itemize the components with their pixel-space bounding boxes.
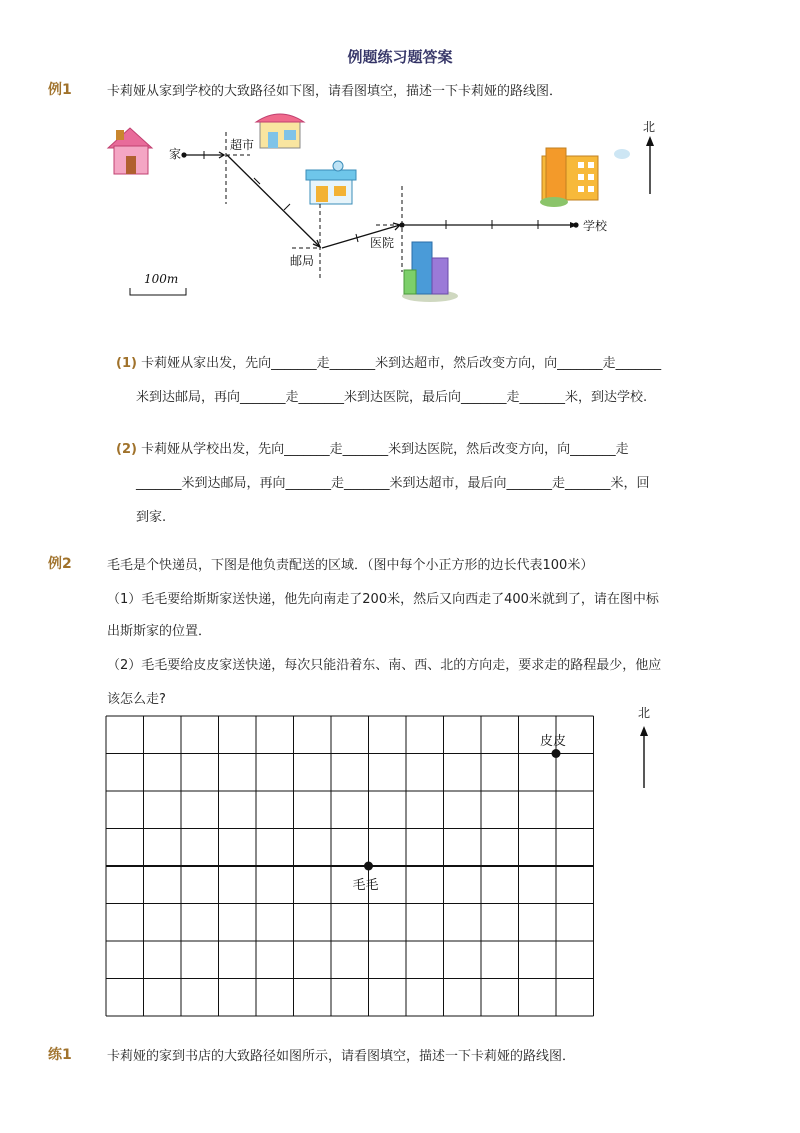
route-points [181, 152, 578, 227]
label-school: 学校 [583, 219, 608, 233]
school-icon [540, 148, 630, 207]
example1-text: 卡莉娅从家到学校的大致路径如下图，请看图填空，描述一下卡莉娅的路线图． [107, 84, 563, 99]
route-map [100, 100, 660, 310]
grid-north-label: 北 [638, 706, 651, 720]
q2-line1: 卡莉娅从学校出发，先向_______走_______米到达医院，然后改变方向，向_______走 [141, 442, 629, 457]
example2-q2-line1: （2）毛毛要给皮皮家送快递，每次只能沿着东、南、西、北的方向走，要求走的路程最少，他应 [107, 658, 662, 673]
delivery-grid [100, 708, 620, 1028]
scale-bar [130, 288, 186, 295]
example2-intro: 毛毛是个快递员，下图是他负责配送的区域．（图中每个小正方形的边长代表100米） [107, 558, 594, 573]
route-ticks [204, 151, 538, 242]
pipi-point [552, 749, 561, 758]
q1-number: (1) [116, 356, 137, 371]
hospital-icon [402, 242, 458, 302]
post-office-icon [306, 161, 356, 204]
label-supermarket: 超市 [230, 138, 255, 152]
label-hospital: 医院 [370, 236, 395, 250]
q1-line1: 卡莉娅从家出发，先向_______走_______米到达超市，然后改变方向，向_______走_______ [141, 356, 662, 371]
q1-line2: 米到达邮局，再向_______走_______米到达医院，最后向_______走_______米，到达学校. [136, 390, 648, 405]
supermarket-icon [256, 114, 304, 148]
label-scale: 100m [144, 272, 179, 286]
maomao-point [364, 862, 373, 871]
example2-q1-line2: 出斯斯家的位置． [107, 624, 212, 639]
practice1-tag: 练1 [48, 1047, 72, 1063]
delivery-grid-svg [100, 708, 620, 1028]
example2-q1-line1: （1）毛毛要给斯斯家送快递，他先向南走了200米，然后又向西走了400米就到了，请在图中标 [107, 592, 659, 607]
q2-line2: _______米到达邮局，再向_______走_______米到达超市，最后向_______走_______米，回 [136, 476, 650, 491]
house-icon [108, 128, 152, 174]
q2-line3: 到家. [136, 510, 167, 525]
q2-number: (2) [116, 442, 137, 457]
route-map-svg [100, 100, 660, 310]
label-post-office: 邮局 [290, 254, 315, 268]
maomao-label: 毛毛 [352, 878, 379, 893]
example2-tag: 例2 [48, 556, 72, 572]
label-home: 家 [169, 147, 182, 161]
pipi-label: 皮皮 [540, 733, 567, 749]
example1-tag: 例1 [48, 82, 72, 98]
page-title: 例题练习题答案 [347, 48, 453, 66]
example2-q2-line2: 该怎么走? [107, 692, 166, 707]
practice1-text: 卡莉娅的家到书店的大致路径如图所示，请看图填空，描述一下卡莉娅的路线图． [107, 1049, 576, 1064]
grid-north-arrow-icon [632, 722, 660, 792]
grid-north [632, 704, 660, 794]
label-north: 北 [643, 120, 656, 134]
north-arrow-icon [646, 136, 654, 194]
